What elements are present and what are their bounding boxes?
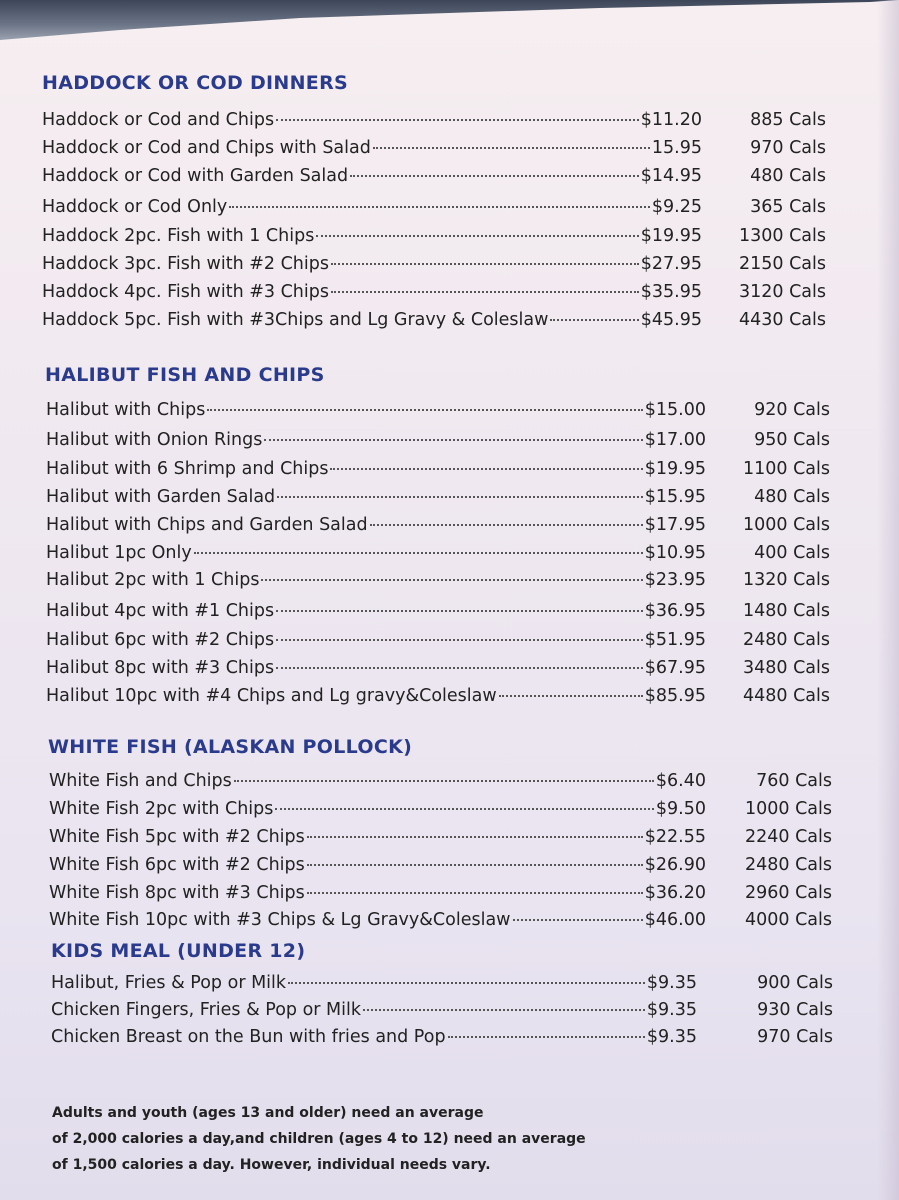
menu-item-name: White Fish 5pc with #2 Chips [49,827,305,847]
dot-leader [276,635,643,641]
menu-item [42,282,826,308]
menu-item [42,226,826,252]
section-title: HALIBUT FISH AND CHIPS [45,364,325,386]
menu-item-calories: 480 Cals [754,487,830,507]
menu-item-calories: 930 Cals [757,1000,833,1020]
menu-item-calories: 1320 Cals [742,570,830,590]
menu-item-price: $11.20 [640,110,702,130]
dot-leader [363,1005,645,1011]
menu-item-calories: 2480 Cals [744,855,832,875]
menu-item-price: $9.25 [651,197,702,217]
menu-item-name: Haddock or Cod and Chips with Salad [42,138,371,158]
menu-item-name: Halibut 1pc Only [46,543,192,563]
menu-item [46,570,830,596]
menu-item [49,855,832,881]
menu-item [46,686,830,712]
menu-item-price: 15.95 [651,138,702,158]
menu-item-name: Chicken Breast on the Bun with fries and Pop [51,1027,446,1047]
dot-leader [373,143,650,149]
menu-item-calories: 1300 Cals [738,226,826,246]
menu-item-name: White Fish 2pc with Chips [49,799,274,819]
dot-leader [277,492,643,498]
menu-item [46,543,830,569]
menu-item-name: Halibut with Chips and Garden Salad [46,515,368,535]
menu-item-calories: 970 Cals [757,1027,833,1047]
menu-item [51,1000,833,1026]
dot-leader [350,171,639,177]
dot-leader [499,691,643,697]
menu-item-name: Haddock 3pc. Fish with #2 Chips [42,254,329,274]
menu-item-price: $27.95 [640,254,702,274]
menu-item-price: $10.95 [644,543,706,563]
menu-item-price: $46.00 [644,910,706,930]
dot-leader [276,663,643,669]
dot-leader [234,776,654,782]
calorie-note [52,1100,586,1178]
section-title: WHITE FISH (ALASKAN POLLOCK) [48,736,413,758]
menu-item [42,310,826,336]
menu-item-price: $19.95 [644,459,706,479]
dot-leader [275,804,654,810]
menu-item-calories: 970 Cals [750,138,826,158]
menu-item-calories: 400 Cals [754,543,830,563]
menu-item-name: Haddock or Cod and Chips [42,110,275,130]
calorie-note-line: of 2,000 calories a day,and children (ages 4 to 12) need an average [52,1131,586,1147]
menu-item-calories: 920 Cals [754,400,830,420]
menu-item [42,110,826,136]
menu-item-name: White Fish 10pc with #3 Chips & Lg Gravy&Coleslaw [49,910,511,930]
dot-leader [264,435,642,441]
dot-leader [307,832,643,838]
menu-item [46,658,830,684]
menu-item [42,166,826,192]
menu-item-calories: 4000 Cals [744,910,832,930]
menu-item [46,487,830,513]
menu-item-name: Haddock 5pc. Fish with #3Chips and Lg Gravy & Coleslaw [42,310,549,330]
dot-leader [261,575,642,581]
menu-item [46,630,830,656]
menu-item [49,910,832,936]
menu-item [51,1027,833,1053]
menu-item-name: Halibut, Fries & Pop or Milk [51,973,287,993]
menu-item-price: $23.95 [644,570,706,590]
menu-item [49,771,832,797]
dot-leader [276,606,643,612]
menu-item-price: $9.35 [646,1027,697,1047]
menu-item [42,197,826,223]
menu-item-name: Haddock 4pc. Fish with #3 Chips [42,282,329,302]
menu-item-price: $9.35 [646,1000,697,1020]
menu-item-name: White Fish and Chips [49,771,232,791]
menu-item-name: Haddock 2pc. Fish with 1 Chips [42,226,315,246]
menu-item [46,430,830,456]
dot-leader [331,259,639,265]
menu-item-price: $6.40 [655,771,706,791]
menu-item [46,459,830,485]
menu-item-price: $9.50 [655,799,706,819]
menu-item-price: $17.95 [644,515,706,535]
menu-item-price: $45.95 [640,310,702,330]
menu-item-name: Halibut 10pc with #4 Chips and Lg gravy&Coleslaw [46,686,497,706]
menu-item-calories: 950 Cals [754,430,830,450]
menu-item-price: $17.00 [644,430,706,450]
calorie-note-line: Adults and youth (ages 13 and older) need an average [52,1105,484,1121]
menu-item-price: $14.95 [640,166,702,186]
menu-item [49,827,832,853]
dot-leader [316,231,638,237]
menu-item [46,601,830,627]
menu-item-name: Halibut with Garden Salad [46,487,276,507]
menu-item-price: $9.35 [646,973,697,993]
menu-item [42,138,826,164]
menu-item [49,883,832,909]
menu-item-price: $19.95 [640,226,702,246]
menu-item-calories: 1000 Cals [744,799,832,819]
menu-item-price: $35.95 [640,282,702,302]
dot-leader [307,860,643,866]
menu-item-name: Chicken Fingers, Fries & Pop or Milk [51,1000,362,1020]
menu-item-calories: 900 Cals [757,973,833,993]
menu-item-name: Halibut with Onion Rings [46,430,263,450]
menu-item-calories: 365 Cals [750,197,826,217]
menu-item-calories: 1000 Cals [742,515,830,535]
dot-leader [550,315,638,321]
menu-item-price: $15.95 [644,487,706,507]
menu-item-price: $36.95 [644,601,706,621]
dot-leader [330,464,642,470]
calorie-note-line: of 1,500 calories a day. However, individual needs vary. [52,1157,491,1173]
menu-item-price: $85.95 [644,686,706,706]
dot-leader [448,1032,645,1038]
menu-item-price: $51.95 [644,630,706,650]
dot-leader [307,888,643,894]
menu-item [49,799,832,825]
menu-item-calories: 2480 Cals [742,630,830,650]
menu-item-calories: 1100 Cals [742,459,830,479]
dot-leader [513,915,643,921]
menu-item-price: $15.00 [644,400,706,420]
menu-item-price: $26.90 [644,855,706,875]
menu-item-calories: 4430 Cals [738,310,826,330]
dot-leader [229,202,650,208]
menu-item-calories: 480 Cals [750,166,826,186]
menu-item-name: Haddock or Cod Only [42,197,228,217]
menu-item-calories: 2960 Cals [744,883,832,903]
dot-leader [207,405,642,411]
dot-leader [194,548,643,554]
menu-item-name: Halibut with 6 Shrimp and Chips [46,459,329,479]
menu-item-calories: 2240 Cals [744,827,832,847]
menu-item [42,254,826,280]
section-title: KIDS MEAL (UNDER 12) [51,940,306,962]
menu-item-name: Halibut with Chips [46,400,206,420]
menu-item-calories: 3480 Cals [742,658,830,678]
menu-item-name: Halibut 2pc with 1 Chips [46,570,260,590]
menu-item [46,515,830,541]
menu-item-calories: 1480 Cals [742,601,830,621]
menu-item [46,400,830,426]
menu-item-name: White Fish 8pc with #3 Chips [49,883,305,903]
menu-item-name: White Fish 6pc with #2 Chips [49,855,305,875]
section-title: HADDOCK OR COD DINNERS [42,72,348,94]
menu-item-calories: 2150 Cals [738,254,826,274]
menu-item [51,973,833,999]
menu-item-name: Halibut 8pc with #3 Chips [46,658,275,678]
menu-item-name: Halibut 6pc with #2 Chips [46,630,275,650]
menu-item-calories: 3120 Cals [738,282,826,302]
menu-item-price: $67.95 [644,658,706,678]
dot-leader [276,115,639,121]
menu-item-price: $36.20 [644,883,706,903]
dot-leader [370,520,643,526]
dot-leader [288,978,645,984]
menu-item-name: Halibut 4pc with #1 Chips [46,601,275,621]
menu-item-name: Haddock or Cod with Garden Salad [42,166,349,186]
menu-item-price: $22.55 [644,827,706,847]
dot-leader [331,287,639,293]
menu-item-calories: 760 Cals [756,771,832,791]
menu-item-calories: 885 Cals [750,110,826,130]
menu-item-calories: 4480 Cals [742,686,830,706]
